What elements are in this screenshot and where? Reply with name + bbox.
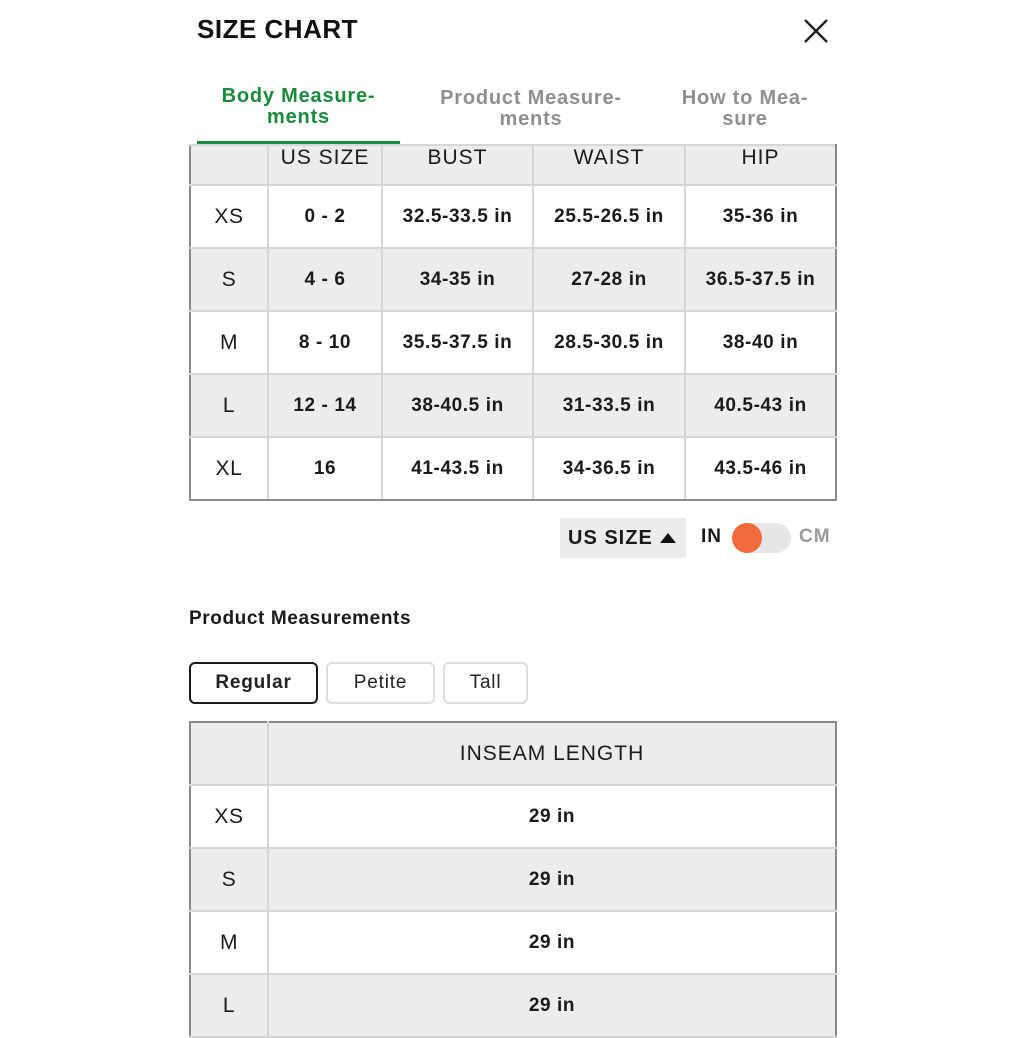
column-header-hip: HIP [685,145,836,185]
column-header [190,722,268,785]
table-row [190,311,836,374]
tab-product-measurements[interactable]: Product Measure- ments [440,87,622,130]
size-system-label: US SIZE [568,527,653,549]
unit-cm-label: CM [799,526,831,547]
table-row [190,248,836,311]
section-title: Product Measurements [189,608,412,629]
table-cell: 8 - 10 [268,311,382,374]
caret-up-icon [660,533,676,543]
table-cell: 38-40 in [685,311,836,374]
table-row [190,374,836,437]
table-cell: 35.5-37.5 in [382,311,533,374]
unit-toggle[interactable] [732,523,791,553]
tab-how-to-measure[interactable]: How to Mea- sure [681,87,809,130]
fit-option-regular[interactable]: Regular [189,662,318,704]
size-label: XS [190,785,268,848]
table-row [190,785,836,848]
size-label: S [190,848,268,911]
table-cell: 25.5-26.5 in [533,185,685,248]
size-label: XL [190,437,268,500]
table-header-row [190,145,836,185]
table-cell: 12 - 14 [268,374,382,437]
table-cell: 16 [268,437,382,500]
page-title: SIZE CHART [197,14,358,44]
fit-option-petite[interactable]: Petite [326,662,435,704]
table-cell: 28.5-30.5 in [533,311,685,374]
table-cell: 35-36 in [685,185,836,248]
table-header-row [190,722,836,785]
column-header-bust: BUST [382,145,533,185]
unit-in-label: IN [701,526,722,547]
size-label: XS [190,185,268,248]
size-label: S [190,248,268,311]
table-cell: 34-35 in [382,248,533,311]
column-header-waist: WAIST [533,145,685,185]
table-row [190,911,836,974]
inseam-table [189,721,837,1038]
table-cell: 36.5-37.5 in [685,248,836,311]
size-label: L [190,974,268,1037]
table-cell: 31-33.5 in [533,374,685,437]
size-system-dropdown[interactable] [560,518,686,558]
column-header [190,145,268,185]
size-label: M [190,911,268,974]
tab-body-measurements[interactable]: Body Measure- ments [221,85,376,128]
close-icon[interactable] [797,12,835,50]
table-cell: 40.5-43 in [685,374,836,437]
table-cell: 38-40.5 in [382,374,533,437]
table-cell: 0 - 2 [268,185,382,248]
table-cell: 29 in [268,785,836,848]
table-cell: 41-43.5 in [382,437,533,500]
table-cell: 27-28 in [533,248,685,311]
table-row [190,848,836,911]
table-cell: 43.5-46 in [685,437,836,500]
column-header-inseam: INSEAM LENGTH [268,722,836,785]
body-measurements-table [189,144,837,501]
table-cell: 29 in [268,911,836,974]
fit-option-tall[interactable]: Tall [443,662,528,704]
table-row [190,974,836,1037]
size-label: M [190,311,268,374]
table-cell: 29 in [268,848,836,911]
table-row [190,437,836,500]
table-row [190,185,836,248]
size-label: L [190,374,268,437]
table-cell: 34-36.5 in [533,437,685,500]
table-cell: 4 - 6 [268,248,382,311]
tab-bar [197,80,835,144]
toggle-knob [732,523,762,553]
table-cell: 32.5-33.5 in [382,185,533,248]
table-cell: 29 in [268,974,836,1037]
column-header-us-size: US SIZE [268,145,382,185]
